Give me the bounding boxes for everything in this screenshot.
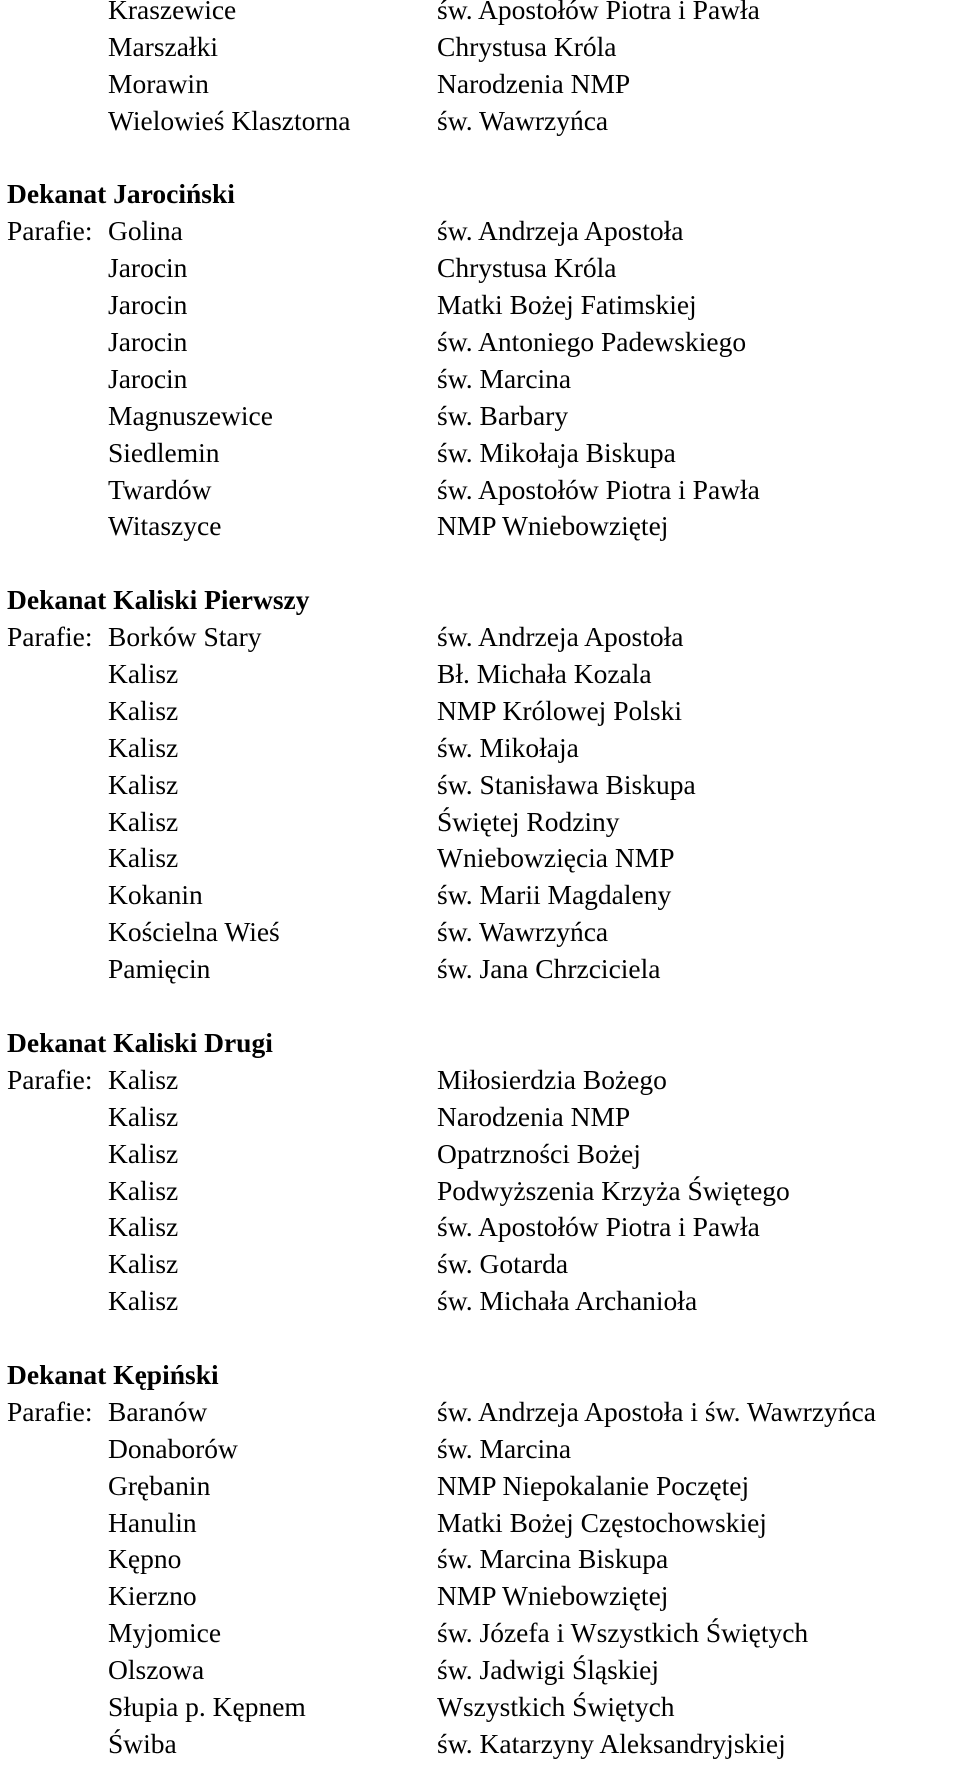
parish-place: Kokanin (108, 879, 203, 911)
parish-place: Kalisz (108, 694, 179, 726)
parishes-prefix-label (0, 29, 108, 66)
parish-row (0, 213, 960, 250)
parish-row (0, 1615, 960, 1652)
parish-patron: św. Mikołaja Biskupa (437, 436, 676, 468)
parish-row (0, 508, 960, 545)
parish-patron: św. Andrzeja Apostoła (437, 621, 684, 653)
parish-place: Twardów (108, 473, 212, 505)
parishes-prefix-label (0, 730, 108, 767)
parishes-prefix-label (0, 66, 108, 103)
parish-place: Świba (108, 1727, 177, 1759)
parishes-prefix-label (0, 250, 108, 287)
parish-patron: św. Andrzeja Apostoła (437, 215, 684, 247)
parish-row (0, 29, 960, 66)
parish-patron: Świętej Rodziny (437, 805, 620, 837)
parishes-prefix-label (0, 1173, 108, 1210)
parish-place: Kalisz (108, 1137, 179, 1169)
parish-patron: Matki Bożej Fatimskiej (437, 289, 697, 321)
parish-patron: Bł. Michała Kozala (437, 658, 652, 690)
parish-patron: Narodzenia NMP (437, 1100, 631, 1132)
parishes-prefix-label (0, 324, 108, 361)
parish-patron: św. Wawrzyńca (437, 916, 609, 948)
parish-patron: Opatrzności Bożej (437, 1137, 641, 1169)
parishes-prefix-label (0, 656, 108, 693)
parish-patron: Miłosierdzia Bożego (437, 1063, 667, 1095)
parishes-prefix-label: Parafie: (7, 215, 93, 247)
parish-patron: św. Gotarda (437, 1248, 569, 1280)
parish-row (0, 1505, 960, 1542)
parish-place: Kalisz (108, 1211, 179, 1243)
section-spacer (0, 988, 960, 1025)
parish-row (0, 1209, 960, 1246)
parish-patron: Wniebowzięcia NMP (437, 842, 675, 874)
parishes-prefix-label (0, 508, 108, 545)
deanery-section (0, 0, 960, 140)
parish-patron: św. Marii Magdaleny (437, 879, 672, 911)
parish-row (0, 656, 960, 693)
section-spacer (0, 545, 960, 582)
deanery-heading: Dekanat Kaliski Drugi (7, 1026, 273, 1058)
parish-patron: NMP Królowej Polski (437, 694, 682, 726)
parish-place: Kraszewice (108, 0, 237, 25)
parish-patron: św. Apostołów Piotra i Pawła (437, 0, 760, 25)
parish-row (0, 951, 960, 988)
parish-place: Donaborów (108, 1432, 238, 1464)
parish-place: Kalisz (108, 1248, 179, 1280)
parish-patron: NMP Wniebowziętej (437, 510, 669, 542)
parish-patron: Narodzenia NMP (437, 67, 631, 99)
parishes-prefix-label (0, 1615, 108, 1652)
parishes-prefix-label (0, 1468, 108, 1505)
parish-row (0, 1136, 960, 1173)
parish-patron: św. Wawrzyńca (437, 104, 609, 136)
parish-row (0, 1246, 960, 1283)
parish-row (0, 1062, 960, 1099)
parish-row (0, 1726, 960, 1763)
parish-patron: św. Jadwigi Śląskiej (437, 1654, 660, 1686)
deanery-heading: Dekanat Jarociński (7, 178, 235, 210)
parish-patron: Wszystkich Świętych (437, 1690, 675, 1722)
parish-row (0, 1468, 960, 1505)
parishes-prefix-label (0, 914, 108, 951)
parish-place: Kalisz (108, 731, 179, 763)
parishes-prefix-label (0, 1505, 108, 1542)
parish-patron: św. Andrzeja Apostoła i św. Wawrzyńca (437, 1395, 876, 1427)
parishes-prefix-label (0, 693, 108, 730)
parish-row (0, 693, 960, 730)
parish-place: Kalisz (108, 1063, 179, 1095)
parish-row (0, 435, 960, 472)
deanery-section (0, 140, 960, 546)
parish-row (0, 398, 960, 435)
parish-place: Grębanin (108, 1469, 211, 1501)
parishes-prefix-label (0, 398, 108, 435)
parish-row (0, 1578, 960, 1615)
parish-place: Kierzno (108, 1580, 197, 1612)
parish-row (0, 1689, 960, 1726)
deanery-section (0, 545, 960, 988)
parish-patron: św. Marcina Biskupa (437, 1543, 669, 1575)
parish-row (0, 1173, 960, 1210)
parishes-prefix-label (0, 1431, 108, 1468)
parishes-prefix-label (0, 804, 108, 841)
parishes-prefix-label (0, 435, 108, 472)
parishes-prefix-label (0, 951, 108, 988)
parish-patron: Matki Bożej Częstochowskiej (437, 1506, 767, 1538)
parishes-prefix-label (0, 877, 108, 914)
parish-patron: św. Apostołów Piotra i Pawła (437, 473, 760, 505)
parish-place: Słupia p. Kępnem (108, 1690, 306, 1722)
parish-row (0, 1394, 960, 1431)
parishes-prefix-label (0, 1283, 108, 1320)
deanery-section (0, 1320, 960, 1763)
parish-place: Kalisz (108, 1174, 179, 1206)
parish-row (0, 0, 960, 29)
parish-place: Kalisz (108, 805, 179, 837)
parish-place: Jarocin (108, 362, 188, 394)
parishes-prefix-label (0, 1209, 108, 1246)
deanery-heading: Dekanat Kępiński (7, 1358, 219, 1390)
parish-row (0, 1099, 960, 1136)
parishes-prefix-label (0, 103, 108, 140)
parish-patron: św. Barbary (437, 399, 569, 431)
parish-row (0, 914, 960, 951)
parish-row (0, 103, 960, 140)
parish-patron: Podwyższenia Krzyża Świętego (437, 1174, 790, 1206)
parish-patron: św. Jana Chrzciciela (437, 953, 661, 985)
parishes-prefix-label (0, 1541, 108, 1578)
parish-place: Siedlemin (108, 436, 220, 468)
parish-row (0, 619, 960, 656)
parish-row (0, 840, 960, 877)
parish-patron: św. Stanisława Biskupa (437, 768, 696, 800)
parish-row (0, 66, 960, 103)
parish-patron: św. Mikołaja (437, 731, 579, 763)
parish-patron: św. Marcina (437, 362, 572, 394)
parish-place: Borków Stary (108, 621, 262, 653)
parish-row (0, 472, 960, 509)
parish-patron: św. Marcina (437, 1432, 572, 1464)
parishes-prefix-label (0, 472, 108, 509)
deanery-heading: Dekanat Kaliski Pierwszy (7, 584, 310, 616)
parish-place: Magnuszewice (108, 399, 273, 431)
parishes-prefix-label (0, 1652, 108, 1689)
parish-place: Jarocin (108, 252, 188, 284)
parish-place: Kalisz (108, 1285, 179, 1317)
parishes-prefix-label: Parafie: (7, 1063, 93, 1095)
parishes-prefix-label: Parafie: (7, 621, 93, 653)
parishes-prefix-label (0, 1136, 108, 1173)
parish-row (0, 287, 960, 324)
parishes-prefix-label (0, 287, 108, 324)
parishes-prefix-label (0, 361, 108, 398)
parish-row (0, 877, 960, 914)
parish-patron: św. Antoniego Padewskiego (437, 326, 747, 358)
parishes-prefix-label (0, 1246, 108, 1283)
deanery-section (0, 988, 960, 1320)
parish-row (0, 250, 960, 287)
parish-row (0, 324, 960, 361)
parish-place: Pamięcin (108, 953, 211, 985)
parish-place: Myjomice (108, 1617, 222, 1649)
parish-place: Morawin (108, 67, 209, 99)
parish-row (0, 730, 960, 767)
parishes-prefix-label (0, 0, 108, 29)
parish-place: Kalisz (108, 658, 179, 690)
parish-row (0, 1652, 960, 1689)
parishes-prefix-label (0, 840, 108, 877)
parish-place: Kościelna Wieś (108, 916, 280, 948)
parishes-prefix-label: Parafie: (7, 1395, 93, 1427)
parishes-prefix-label (0, 1099, 108, 1136)
parish-place: Jarocin (108, 289, 188, 321)
parish-patron: św. Józefa i Wszystkich Świętych (437, 1617, 809, 1649)
parish-patron: Chrystusa Króla (437, 30, 617, 62)
parish-patron: św. Katarzyny Aleksandryjskiej (437, 1727, 786, 1759)
parish-place: Wielowieś Klasztorna (108, 104, 351, 136)
parish-place: Jarocin (108, 326, 188, 358)
section-spacer (0, 140, 960, 177)
parish-place: Witaszyce (108, 510, 222, 542)
parish-row (0, 1283, 960, 1320)
parish-place: Marszałki (108, 30, 218, 62)
parish-row (0, 1431, 960, 1468)
parish-patron: Chrystusa Króla (437, 252, 617, 284)
parish-patron: NMP Wniebowziętej (437, 1580, 669, 1612)
parish-place: Baranów (108, 1395, 208, 1427)
parishes-prefix-label (0, 1578, 108, 1615)
parish-place: Hanulin (108, 1506, 197, 1538)
parish-row (0, 1541, 960, 1578)
parish-place: Olszowa (108, 1654, 205, 1686)
section-spacer (0, 1320, 960, 1357)
parishes-prefix-label (0, 767, 108, 804)
parish-place: Kalisz (108, 768, 179, 800)
parishes-prefix-label (0, 1689, 108, 1726)
parish-row (0, 767, 960, 804)
parish-place: Kępno (108, 1543, 182, 1575)
parish-row (0, 361, 960, 398)
parish-patron: św. Michała Archanioła (437, 1285, 698, 1317)
parish-place: Kalisz (108, 842, 179, 874)
parish-place: Golina (108, 215, 183, 247)
parish-patron: NMP Niepokalanie Poczętej (437, 1469, 750, 1501)
parish-place: Kalisz (108, 1100, 179, 1132)
parishes-prefix-label (0, 1726, 108, 1763)
parish-patron: św. Apostołów Piotra i Pawła (437, 1211, 760, 1243)
parish-row (0, 804, 960, 841)
